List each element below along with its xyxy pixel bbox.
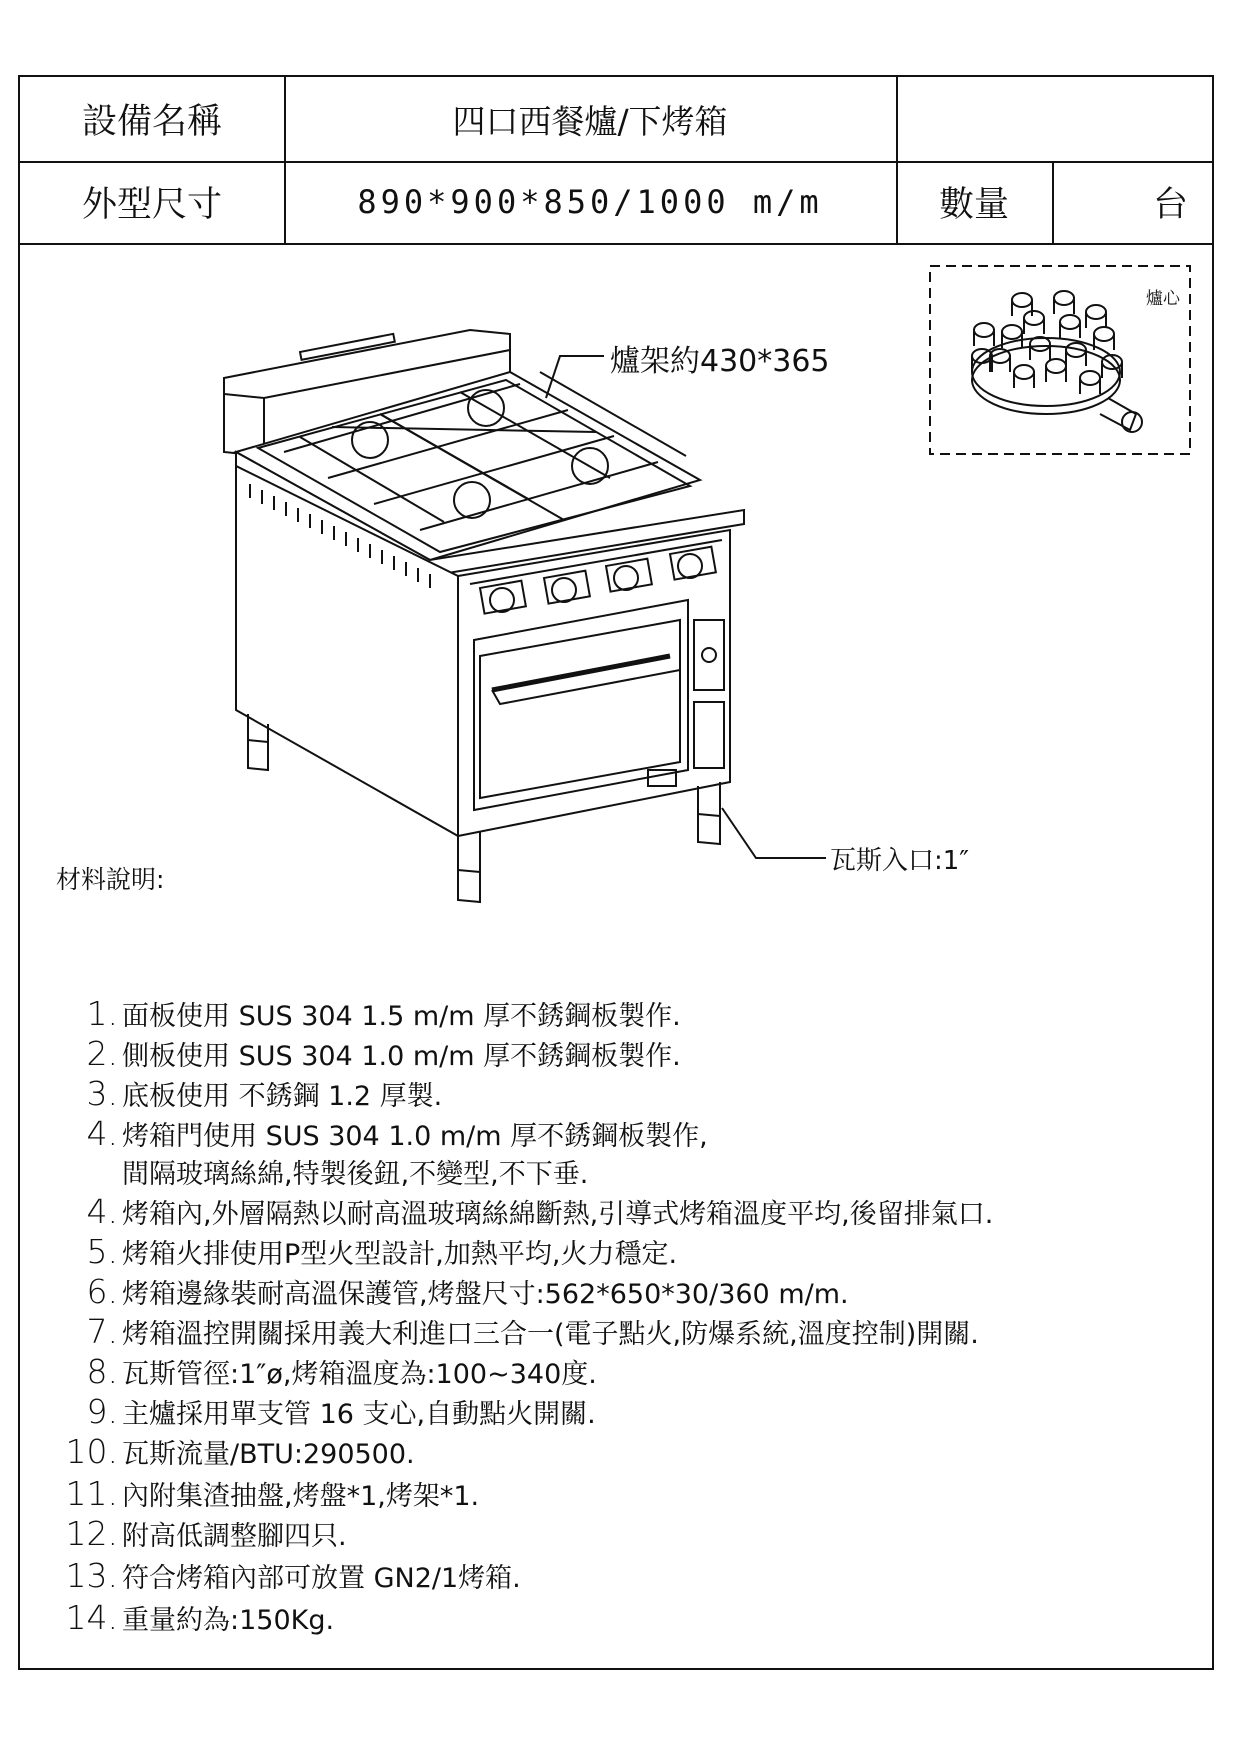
list-item — [0, 1074, 442, 1113]
item-text: 瓦斯管徑:1″ø,烤箱溫度為:100~340度. — [122, 1359, 597, 1390]
item-text: 烤箱火排使用P型火型設計,加熱平均,火力穩定. — [122, 1239, 678, 1270]
front-panel — [458, 530, 730, 836]
item-text: 烤箱溫控開關採用義大利進口三合一(電子點火,防爆系統,溫度控制)開關. — [122, 1319, 979, 1350]
item-number: 14. — [65, 1598, 118, 1637]
list-item — [0, 1432, 415, 1471]
quantity-label: 數量 — [938, 185, 1009, 225]
item-text: 重量約為:150Kg. — [122, 1605, 335, 1636]
burner-rack-callout: 爐架約430*365 — [610, 344, 830, 379]
quantity-unit: 台 — [1152, 185, 1188, 225]
item-number: 10. — [65, 1432, 118, 1471]
dimensions-label: 外型尺寸 — [81, 185, 222, 225]
gas-inlet-callout: 瓦斯入口:1″ — [830, 846, 970, 876]
item-number: 9. — [86, 1392, 118, 1431]
item-number: 13. — [65, 1556, 118, 1595]
item-text: 符合烤箱內部可放置 GN2/1烤箱. — [122, 1563, 521, 1594]
list-item — [0, 1152, 588, 1191]
item-text: 間隔玻璃絲綿,特製後鈕,不變型,不下垂. — [122, 1159, 589, 1190]
item-text: 烤箱內,外層隔熱以耐高溫玻璃絲綿斷熱,引導式烤箱溫度平均,後留排氣口. — [122, 1199, 994, 1230]
item-text: 瓦斯流量/BTU:290500. — [122, 1439, 415, 1470]
item-number: 1. — [86, 994, 118, 1033]
materials-title: 材料說明: — [56, 865, 165, 894]
equipment-name-value: 四口西餐爐/下烤箱 — [452, 101, 728, 141]
item-text: 附高低調整腳四只. — [122, 1521, 347, 1552]
burner-core-illustration — [972, 291, 1142, 432]
item-text: 內附集渣抽盤,烤盤*1,烤架*1. — [122, 1481, 480, 1512]
list-item — [0, 1312, 979, 1351]
item-number: 8. — [86, 1352, 118, 1391]
item-text: 主爐採用單支管 16 支心,自動點火開關. — [122, 1399, 596, 1430]
item-text: 底板使用 不銹鋼 1.2 厚製. — [122, 1081, 443, 1112]
list-item — [0, 1474, 479, 1513]
item-number: 6. — [86, 1272, 118, 1311]
item-text: 面板使用 SUS 304 1.5 m/m 厚不銹鋼板製作. — [122, 1001, 681, 1032]
item-number: 4. — [86, 1114, 118, 1153]
item-number: 11. — [65, 1474, 118, 1513]
list-item — [0, 1272, 849, 1311]
list-item — [0, 994, 681, 1033]
list-item — [0, 1114, 708, 1153]
item-text: 側板使用 SUS 304 1.0 m/m 厚不銹鋼板製作. — [122, 1041, 681, 1072]
list-item — [0, 1514, 347, 1553]
item-number: 3. — [86, 1074, 118, 1113]
list-item — [0, 1192, 993, 1231]
item-number: 4. — [86, 1192, 118, 1231]
item-number: 7. — [86, 1312, 118, 1351]
item-number: 12. — [65, 1514, 118, 1553]
inset-label: 爐心 — [1146, 289, 1180, 309]
equipment-name-label: 設備名稱 — [81, 102, 222, 142]
list-item — [0, 1392, 596, 1431]
item-number: 5. — [86, 1232, 118, 1271]
gas-inlet-leader — [722, 808, 826, 858]
list-item — [0, 1598, 334, 1637]
dimensions-value: 890*900*850/1000 m/m — [357, 183, 823, 221]
list-item — [0, 1352, 597, 1391]
item-text: 烤箱邊緣裝耐高溫保護管,烤盤尺寸:562*650*30/360 m/m. — [122, 1279, 849, 1310]
item-number: 2. — [86, 1034, 118, 1073]
list-item — [0, 1556, 521, 1595]
list-item — [0, 1034, 681, 1073]
item-text: 烤箱門使用 SUS 304 1.0 m/m 厚不銹鋼板製作, — [122, 1121, 708, 1152]
list-item — [0, 1232, 677, 1271]
